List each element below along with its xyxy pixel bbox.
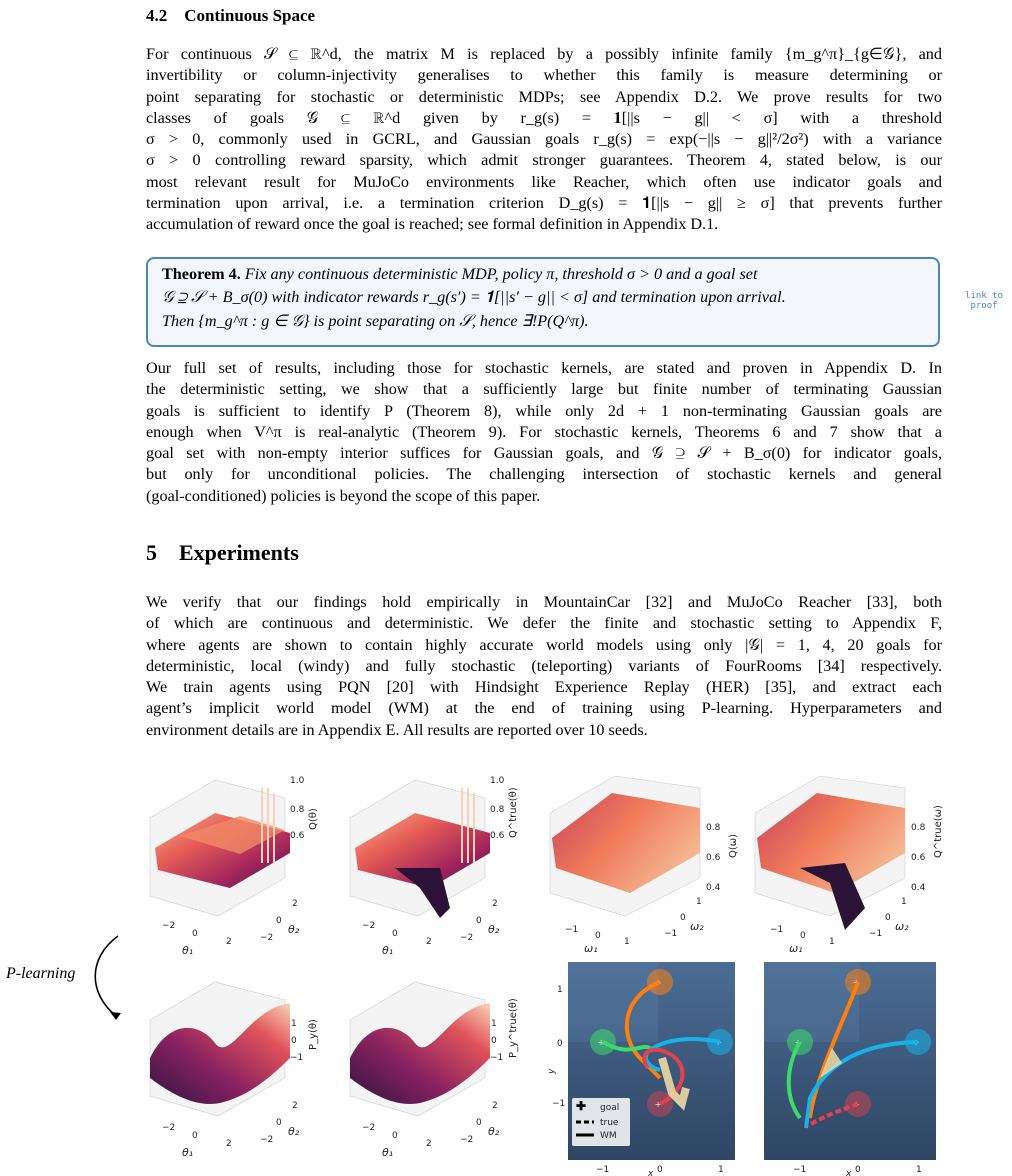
link-to-proof[interactable] — [956, 291, 1012, 311]
y-tick: 2 — [292, 899, 298, 909]
plot-q-true-omega — [755, 776, 944, 955]
z-tick: 1.0 — [290, 776, 305, 786]
z-label: Q^true(θ) — [508, 787, 519, 838]
x-tick: 2 — [226, 937, 232, 947]
x-tick: 2 — [426, 1139, 432, 1149]
y-tick: 0 — [276, 1118, 282, 1128]
y-tick: 1 — [901, 897, 907, 907]
goal-icon: + — [598, 1037, 605, 1049]
section-4-2-heading — [146, 6, 315, 26]
text-line: σ > 0, commonly used in GCRL, and Gaussian goals r_g(s) = exp(−||s − g||²/2σ²) with a variance — [146, 130, 942, 149]
z-tick: 0.8 — [290, 805, 305, 815]
y-tick: 1 — [557, 985, 563, 995]
text-line: the deterministic setting, we show that a sufficiently large but finite number of terminating Gaussian — [146, 380, 942, 399]
y-tick: 1 — [696, 897, 702, 907]
section-number: 4.2 — [146, 6, 168, 25]
y-tick: −1 — [552, 1099, 566, 1109]
goal-icon: + — [655, 977, 662, 989]
z-label: P_y^true(θ) — [508, 998, 519, 1058]
x-tick: −2 — [362, 1123, 376, 1133]
z-tick: 1 — [291, 1019, 297, 1029]
legend-true: true — [600, 1118, 619, 1128]
axis-label-omega1: ω₁ — [584, 942, 598, 955]
y-tick: 0 — [276, 916, 282, 926]
arrow-head-icon — [110, 1012, 121, 1020]
y-tick: −2 — [260, 933, 274, 943]
axis-label-theta2: θ₂ — [488, 923, 500, 936]
axis-label-theta1: θ₁ — [382, 1146, 394, 1159]
x-tick: 1 — [916, 1165, 922, 1175]
z-tick: 0.6 — [490, 831, 505, 841]
y-tick: −1 — [664, 929, 678, 939]
x-tick: 0 — [800, 931, 806, 941]
text-line: We train agents using PQN [20] with Hindsight Experience Replay (HER) [35], and extract each — [146, 678, 942, 697]
text-line: point separating for stochastic or deterministic MDPs; see Appendix D.2. We prove results for two — [146, 87, 942, 106]
plot-p-y-theta — [150, 982, 319, 1159]
z-tick: −1 — [290, 1053, 304, 1063]
z-tick: 0.8 — [706, 823, 721, 833]
goal-icon: + — [853, 977, 860, 989]
x-tick: −2 — [162, 921, 176, 931]
z-tick: 0 — [491, 1036, 497, 1046]
text-line: agent’s implicit world model (WM) at the end of training using P-learning. Hyperparameters and — [146, 699, 942, 718]
text-line: but only for unconditional policies. The challenging intersection of stochastic kernels and general — [146, 465, 942, 484]
x-axis-label: x — [648, 1169, 654, 1176]
x-tick: 0 — [392, 929, 398, 939]
trajectory-panel-1 — [547, 962, 735, 1176]
p-learning-label: P-learning — [6, 965, 76, 982]
goal-icon: + — [715, 1037, 722, 1049]
x-tick: −2 — [162, 1123, 176, 1133]
x-tick: 0 — [657, 1165, 663, 1175]
text-line: Our full set of results, including those for stochastic kernels, are stated and proven in Appendix D. In — [146, 359, 942, 377]
z-label: Q(ω) — [728, 833, 739, 858]
axis-label-omega1: ω₁ — [789, 942, 803, 955]
plot-q-true-theta — [350, 776, 519, 957]
y-tick: −2 — [460, 933, 474, 943]
text-line: deterministic, local (windy) and fully stochastic (teleporting) variants of FourRooms [34] respectively. — [146, 656, 942, 675]
z-tick: 0 — [291, 1036, 297, 1046]
link-text: link to — [965, 291, 1003, 301]
y-tick: 2 — [492, 1101, 498, 1111]
p-learning-arrow — [95, 936, 118, 1016]
z-tick: 0.6 — [706, 853, 721, 863]
axis-label-theta1: θ₁ — [182, 944, 194, 957]
x-tick: 0 — [192, 929, 198, 939]
x-tick: −1 — [596, 1165, 610, 1175]
theorem-label: Theorem 4. — [162, 265, 241, 283]
axis-label-theta2: θ₂ — [288, 1125, 300, 1138]
legend-wm: WM — [600, 1131, 617, 1141]
figure-world-models — [0, 758, 1012, 1176]
y-tick: 0 — [680, 913, 686, 923]
x-tick: −1 — [793, 1165, 807, 1175]
axis-label-theta1: θ₁ — [382, 944, 394, 957]
z-tick: −1 — [490, 1053, 504, 1063]
z-label: Q(θ) — [308, 808, 319, 830]
y-tick: 0 — [476, 1118, 482, 1128]
axis-label-theta1: θ₁ — [182, 1146, 194, 1159]
x-tick: 1 — [718, 1165, 724, 1175]
theorem-line-1 — [162, 265, 926, 284]
section-title: Experiments — [179, 540, 299, 565]
text-line: We verify that our findings hold empirically in MountainCar [32] and MuJoCo Reacher [33], both — [146, 593, 942, 611]
text-line: goals is sufficient to identify P (Theorem 8), while only 2d + 1 non-terminating Gaussian goals are — [146, 401, 942, 420]
paragraph-full-results — [146, 358, 942, 507]
z-tick: 0.4 — [706, 883, 721, 893]
x-tick: 0 — [392, 1131, 398, 1141]
axis-label-omega2: ω₂ — [690, 920, 704, 933]
x-tick: 0 — [595, 931, 601, 941]
section-5-heading — [146, 540, 299, 566]
z-tick: 0.4 — [911, 883, 926, 893]
text-line: For continuous 𝒮 ⊆ ℝ^d, the matrix M is replaced by a possibly infinite family {m_g^π}_{g∈𝒢}, and — [146, 45, 942, 63]
plus-icon: ✚ — [576, 1099, 587, 1113]
theorem-line-3: Then {m_g^π : g ∈ 𝒢} is point separating on 𝒮, hence ∃!P(Q^π). — [162, 312, 589, 330]
x-tick: −2 — [362, 921, 376, 931]
text-line: most relevant result for MuJoCo environments like Reacher, which often use indicator goals and — [146, 172, 942, 191]
y-tick: −2 — [260, 1135, 274, 1145]
y-tick: −1 — [869, 929, 883, 939]
theorem-4-box — [146, 257, 940, 347]
z-tick: 0.6 — [290, 831, 305, 841]
x-tick: −1 — [565, 925, 579, 935]
text-line: (goal-conditioned) policies is beyond the scope of this paper. — [146, 486, 541, 505]
goal-icon: + — [913, 1037, 920, 1049]
text-line: σ > 0 controlling reward sparsity, which admit stronger guarantees. Theorem 4, stated below, is our — [146, 151, 942, 170]
axis-label-theta2: θ₂ — [288, 923, 300, 936]
theorem-line-2: 𝒢 ⊇ 𝒮 + B_σ(0) with indicator rewards r_g(s′) = 𝟏[||s′ − g|| < σ] and termination upon arrival. — [162, 288, 786, 306]
z-tick: 0.6 — [911, 853, 926, 863]
paragraph-continuous-space — [146, 44, 942, 236]
theorem-text: Fix any continuous deterministic MDP, policy π, threshold σ > 0 and a goal set — [244, 265, 758, 283]
text-line: goal set with non-empty interior suffices for Gaussian goals, and 𝒢 ⊇ 𝒮 + B_σ(0) for indicator goals, — [146, 444, 942, 463]
z-tick: 1.0 — [490, 776, 505, 786]
text-line: environment details are in Appendix E. All results are reported over 10 seeds. — [146, 720, 648, 739]
text-line: of which are continuous and deterministic. We defer the finite and stochastic setting to Appendix F, — [146, 614, 942, 633]
legend-goal: goal — [600, 1103, 620, 1113]
x-tick: 2 — [426, 937, 432, 947]
z-tick: 0.8 — [490, 805, 505, 815]
link-text: proof — [970, 301, 998, 311]
x-tick: −1 — [770, 925, 784, 935]
z-tick: 0.8 — [911, 823, 926, 833]
z-tick: 1 — [491, 1019, 497, 1029]
text-line: termination upon arrival, i.e. a termination criterion D_g(s) = 𝟏[||s − g|| ≥ σ] that prevents further — [146, 194, 942, 213]
goal-icon: + — [853, 1099, 860, 1111]
trajectory-panel-2 — [764, 962, 936, 1176]
text-line: enough when V^π is real-analytic (Theorem 9). For stochastic kernels, Theorems 6 and 7 show that a — [146, 422, 942, 441]
axis-label-omega2: ω₂ — [895, 920, 909, 933]
x-tick: 0 — [192, 1131, 198, 1141]
x-tick: 1 — [624, 937, 630, 947]
text-line: where agents are shown to contain highly accurate world models using only |𝒢| = 1, 4, 20 goals for — [146, 635, 942, 654]
text-line: invertibility or column-injectivity generalises to whether this family is measure determining or — [146, 66, 942, 85]
axis-label-theta2: θ₂ — [488, 1125, 500, 1138]
y-tick: 0 — [557, 1039, 563, 1049]
paragraph-experiments — [146, 592, 942, 741]
plot-q-theta — [150, 776, 319, 957]
plot-q-omega — [550, 776, 739, 955]
text-line: accumulation of reward once the goal is reached; see formal definition in Appendix D.1. — [146, 215, 719, 234]
plot-p-y-true-theta — [350, 982, 519, 1159]
text-line: classes of goals 𝒢 ⊆ ℝ^d given by r_g(s) = 𝟏[||s − g|| < σ] with a threshold — [146, 108, 942, 127]
y-tick: 0 — [885, 913, 891, 923]
section-title: Continuous Space — [184, 6, 316, 25]
x-tick: 2 — [226, 1139, 232, 1149]
z-label: Q^true(ω) — [933, 805, 944, 858]
y-tick: 0 — [476, 916, 482, 926]
x-tick: 0 — [855, 1165, 861, 1175]
x-tick: 1 — [829, 937, 835, 947]
goal-icon: + — [655, 1099, 662, 1111]
z-label: P_y(θ) — [308, 1019, 319, 1050]
goal-icon: + — [795, 1037, 802, 1049]
y-tick: 2 — [492, 899, 498, 909]
x-axis-label: x — [846, 1169, 852, 1176]
y-tick: 2 — [292, 1101, 298, 1111]
y-tick: −2 — [460, 1135, 474, 1145]
y-axis-label: y — [547, 1068, 557, 1074]
section-number: 5 — [146, 540, 157, 565]
